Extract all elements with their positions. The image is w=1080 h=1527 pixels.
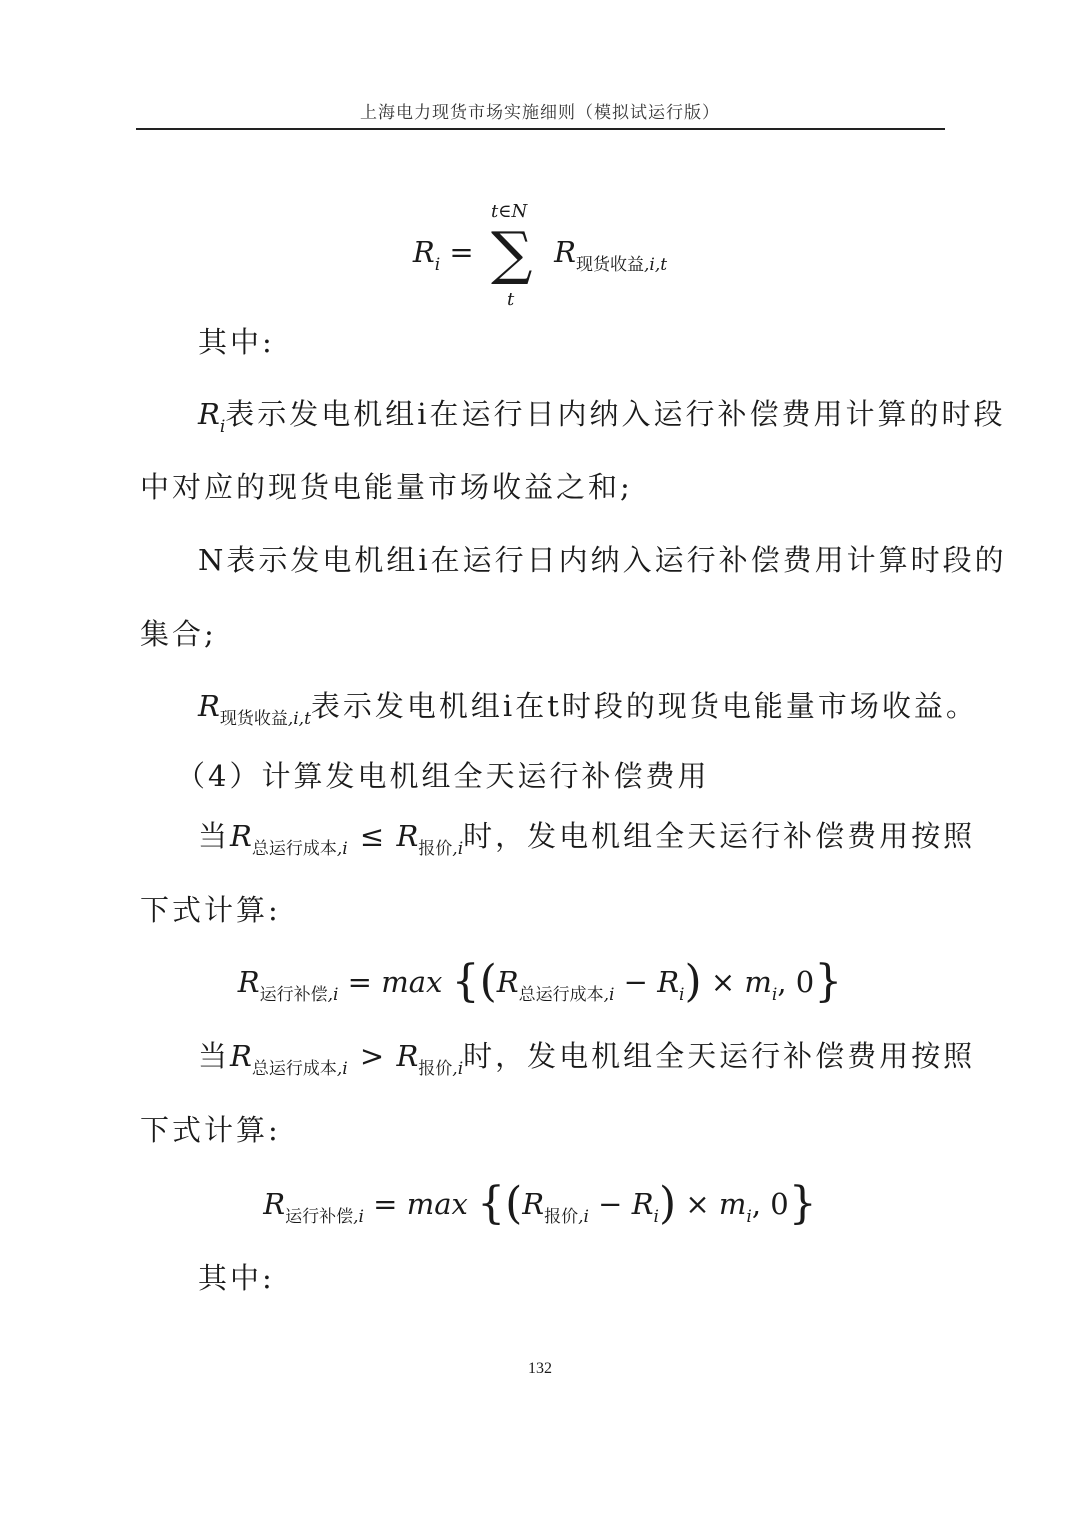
formula2-minus: − <box>623 965 648 999</box>
formula1-term: R <box>554 235 576 269</box>
formula3-m: m <box>718 1187 747 1221</box>
formula2-eq: = <box>347 965 372 999</box>
formula2-max: max <box>381 965 443 999</box>
paragraph-condition-2 <box>198 1036 1018 1089</box>
formula2-rbrace: } <box>814 956 843 1007</box>
cond2-r2-sub: ,i <box>452 1059 464 1079</box>
paragraph-ri-definition <box>198 394 1018 447</box>
formula2-ri: R <box>657 965 680 999</box>
page-number: 132 <box>528 1360 552 1377</box>
cond1-suffix: 时，发电机组全天运行补偿费用按照 <box>463 819 976 853</box>
cond1-prefix: 当 <box>198 819 231 853</box>
cond1-r1-sub-cn: 总运行成本 <box>251 839 337 859</box>
paragraph-rt-definition <box>198 686 1018 739</box>
cond2-r2-sub-cn: 报价 <box>418 1059 453 1079</box>
formula3-times: × <box>685 1187 710 1221</box>
formula3-rparen: ) <box>658 1178 677 1229</box>
formula3-minus: − <box>598 1187 623 1221</box>
formula3-tail: , 0 <box>751 1187 789 1221</box>
formula2-inner-sub: ,i <box>603 985 615 1005</box>
formula2-m-sub: i <box>771 985 778 1005</box>
formula2-ri-sub: i <box>679 985 685 1005</box>
paragraph-ri-definition-cont: 中对应的现货电能量市场收益之和; <box>140 470 633 504</box>
sigma-symbol: ∑ <box>490 219 533 287</box>
formula3-r-sub-cn: 运行补偿 <box>285 1207 354 1227</box>
formula-compensation-2 <box>0 1178 1080 1237</box>
formula-revenue-sum <box>0 201 1080 310</box>
running-header: 上海电力现货市场实施细则（模拟试运行版） <box>360 103 720 123</box>
formula3-r-sub: ,i <box>353 1207 364 1227</box>
cond1-r2-sub: ,i <box>452 839 464 859</box>
ri-symbol-sub: i <box>219 417 226 437</box>
header-rule <box>136 128 945 130</box>
formula1-lhs-sub: i <box>434 255 441 275</box>
cond2-r1-sub-cn: 总运行成本 <box>251 1059 337 1079</box>
paragraph-n-definition: N表示发电机组i在运行日内纳入运行补偿费用计算时段的 <box>198 543 1007 577</box>
rt-symbol-sub: ,i,t <box>287 709 311 729</box>
formula3-r: R <box>263 1187 286 1221</box>
cond1-operator: ≤ <box>359 819 385 853</box>
formula2-inner-sub-cn: 总运行成本 <box>518 985 604 1005</box>
cond2-r1: R <box>230 1039 252 1073</box>
cond2-operator: > <box>359 1039 385 1073</box>
formula3-inner-sub-cn: 报价 <box>544 1207 579 1227</box>
formula3-ri-sub: i <box>653 1207 659 1227</box>
sum-upper-limit: t∈N <box>490 201 528 222</box>
ri-symbol: R <box>198 397 220 431</box>
formula2-times: × <box>710 965 736 999</box>
formula3-eq: = <box>373 1187 398 1221</box>
formula1-eq: = <box>449 235 474 269</box>
formula3-max: max <box>406 1187 468 1221</box>
section-heading-4: （4）计算发电机组全天运行补偿费用 <box>176 759 710 793</box>
cond2-suffix: 时，发电机组全天运行补偿费用按照 <box>463 1039 976 1073</box>
formula2-r-sub-cn: 运行补偿 <box>259 985 328 1005</box>
formula2-tail: , 0 <box>777 965 815 999</box>
formula3-inner-r: R <box>522 1187 545 1221</box>
formula3-lparen: ( <box>505 1178 523 1229</box>
sum-lower-limit: t <box>506 289 515 310</box>
rt-symbol: R <box>198 689 220 723</box>
rt-symbol-sub-cn: 现货收益 <box>219 709 288 729</box>
formula1-term-sub-cn: 现货收益 <box>576 255 644 275</box>
formula2-inner-r: R <box>496 965 519 999</box>
rt-definition-text: 表示发电机组i在t时段的现货电能量市场收益。 <box>310 689 978 723</box>
formula3-ri: R <box>631 1187 654 1221</box>
formula1-lhs: R <box>412 235 435 269</box>
formula2-r-sub: ,i <box>327 985 339 1005</box>
summation <box>490 201 537 310</box>
formula2-lbrace: { <box>451 956 480 1007</box>
ri-definition-text: 表示发电机组i在运行日内纳入运行补偿费用计算的时段 <box>225 397 1006 431</box>
paragraph-wherein-1: 其中: <box>198 325 275 359</box>
formula3-m-sub: i <box>746 1207 752 1227</box>
formula1-term-sub: ,i,t <box>644 255 668 275</box>
paragraph-calc-1: 下式计算: <box>140 893 281 927</box>
cond2-prefix: 当 <box>198 1039 231 1073</box>
formula2-rparen: ) <box>684 956 702 1007</box>
formula2-r: R <box>237 965 260 999</box>
cond1-r1: R <box>230 819 252 853</box>
paragraph-wherein-2: 其中: <box>198 1261 275 1295</box>
paragraph-calc-2: 下式计算: <box>140 1113 281 1147</box>
paragraph-n-definition-cont: 集合; <box>140 617 217 651</box>
formula3-rbrace: } <box>788 1178 817 1229</box>
formula3-inner-sub: ,i <box>578 1207 589 1227</box>
cond2-r1-sub: ,i <box>336 1059 348 1079</box>
cond2-r2: R <box>396 1039 419 1073</box>
formula2-lparen: ( <box>479 956 497 1007</box>
cond1-r1-sub: ,i <box>336 839 348 859</box>
formula-compensation-1 <box>0 956 1080 1015</box>
cond1-r2-sub-cn: 报价 <box>418 839 453 859</box>
formula3-lbrace: { <box>477 1178 506 1229</box>
formula2-m: m <box>744 965 772 999</box>
cond1-r2: R <box>396 819 419 853</box>
paragraph-condition-1 <box>198 816 1018 869</box>
